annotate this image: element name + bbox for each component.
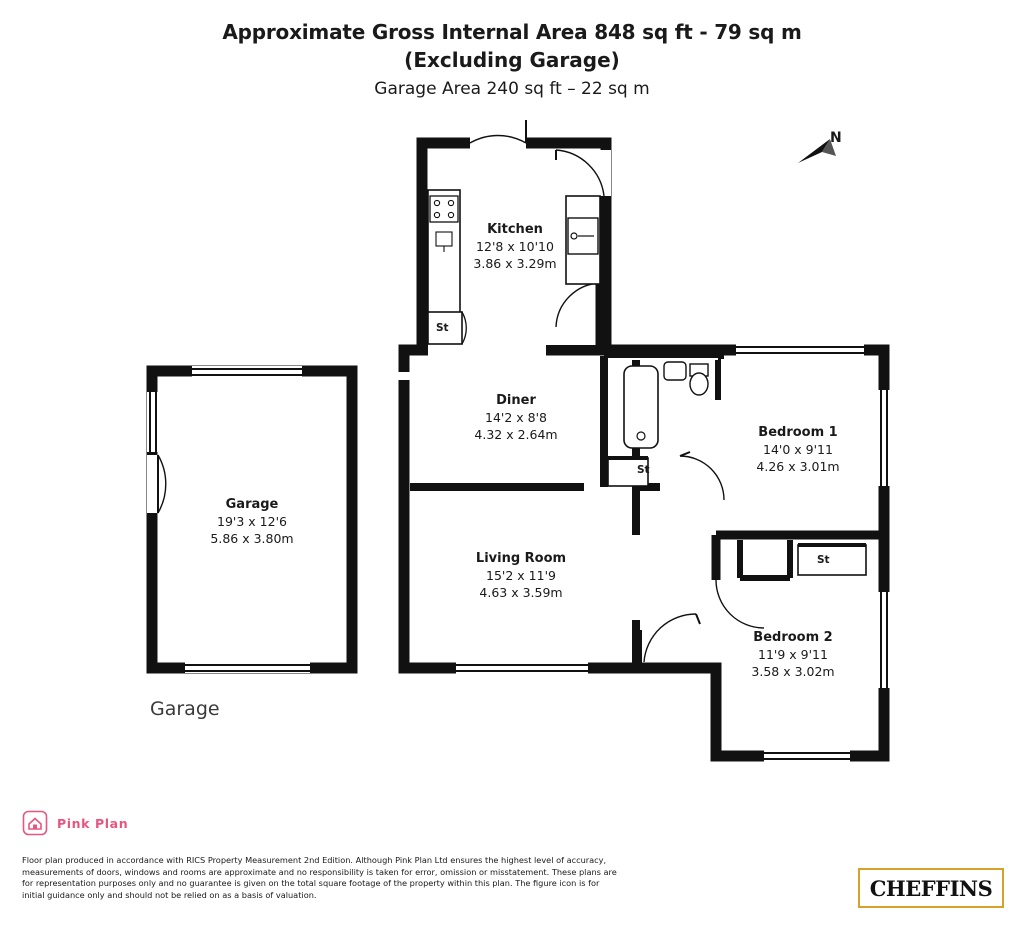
brand-name: Pink Plan <box>57 815 129 831</box>
garage-imperial: 19'3 x 12'6 <box>217 514 287 529</box>
room-label-diner <box>441 392 591 443</box>
diner-imperial: 14'2 x 8'8 <box>485 410 547 425</box>
garage-metric: 5.86 x 3.80m <box>210 531 294 546</box>
disclaimer-text: Floor plan produced in accordance with RICS Property Measurement 2nd Edition. Although Pink Plan Ltd ensures the highest level of accuracy, measurements of doors, windows and rooms are approximate and no responsibility is taken for error, omission or misstatement. These plans are for representation purposes only and no guarantee is given on the total square footage of the property within this plan. The figure icon is for initial guidance only and should not be relied on as a basis of valuation. <box>22 855 617 900</box>
bedroom-1-metric: 4.26 x 3.01m <box>756 459 840 474</box>
living-room-metric: 4.63 x 3.59m <box>479 585 563 600</box>
storage-label-bedroom: St <box>817 554 830 566</box>
bedroom-1-name: Bedroom 1 <box>758 425 838 440</box>
diner-name: Diner <box>496 393 536 408</box>
living-room-name: Living Room <box>475 551 567 566</box>
living-room-imperial: 15'2 x 11'9 <box>486 568 556 583</box>
storage-label-hall: St <box>637 464 650 476</box>
bedroom-1-imperial: 14'0 x 9'11 <box>763 442 833 457</box>
garage-area-note: Garage Area 240 sq ft – 22 sq m <box>374 79 650 99</box>
bedroom-2-metric: 3.58 x 3.02m <box>751 664 835 679</box>
room-label-garage <box>177 496 327 547</box>
storage-label-kitchen: St <box>436 322 449 334</box>
kitchen-name: Kitchen <box>487 222 543 237</box>
house-logo-icon <box>22 810 48 836</box>
garage-name: Garage <box>225 497 279 512</box>
diner-metric: 4.32 x 2.64m <box>474 427 558 442</box>
room-label-living-room <box>446 550 596 601</box>
bedroom-2-name: Bedroom 2 <box>753 630 833 645</box>
agent-logo <box>858 868 1004 908</box>
room-label-bedroom-1 <box>723 424 873 475</box>
kitchen-imperial: 12'8 x 10'10 <box>476 239 554 254</box>
bedroom-2-imperial: 11'9 x 9'11 <box>758 647 828 662</box>
room-label-bedroom-2 <box>718 629 868 680</box>
north-label: N <box>830 130 842 146</box>
pink-plan-brand <box>22 810 128 836</box>
page-title: Approximate Gross Internal Area 848 sq ft - 79 sq m <box>222 20 802 44</box>
kitchen-metric: 3.86 x 3.29m <box>473 256 557 271</box>
agent-name: CHEFFINS <box>869 875 993 901</box>
page-subtitle: (Excluding Garage) <box>404 48 620 72</box>
garage-caption: Garage <box>150 698 220 720</box>
room-label-kitchen <box>440 221 590 272</box>
